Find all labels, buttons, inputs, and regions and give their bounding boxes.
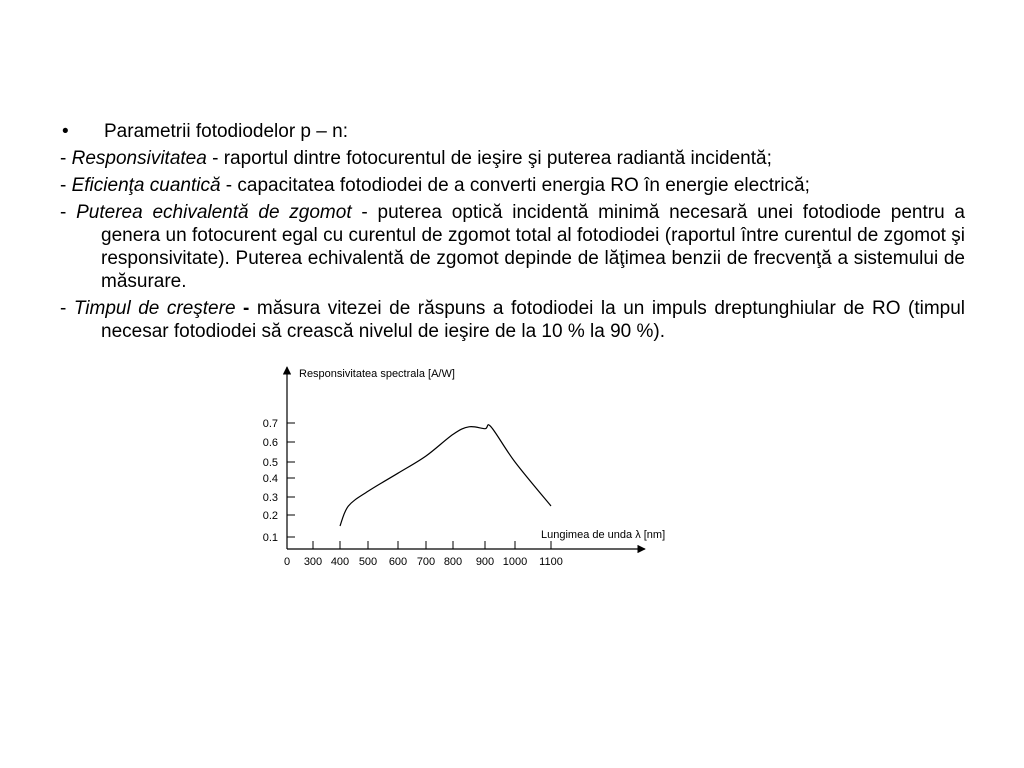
item-term: Eficienţa cuantică xyxy=(71,175,221,196)
y-axis-label: Responsivitatea spectrala [A/W] xyxy=(299,368,455,380)
x-tick-label: 500 xyxy=(358,556,378,568)
item-separator: - xyxy=(351,202,378,223)
x-ticks xyxy=(284,541,563,568)
x-tick-label: 600 xyxy=(388,556,408,568)
item-eficienta xyxy=(60,174,965,197)
item-text: puterea optică incidentă minimă necesară unei fotodiode pentru a genera un fotocurent egal cu curentul de zgomot total al fotodiodei (raportul între curentul de zgomot şi responsivitate). Puterea echivalentă de zgomot depinde de lăţimea benzii de frecvenţă a sistemului de măsurare. xyxy=(101,202,965,292)
item-term: Responsivitatea xyxy=(71,148,207,169)
item-dash: - xyxy=(60,175,72,196)
x-tick-label: 1100 xyxy=(539,556,563,568)
item-text: raportul dintre fotocurentul de ieşire şi puterea radiantă incidentă; xyxy=(223,148,772,169)
item-text: măsura vitezei de răspuns a fotodiodei la un impuls dreptunghiular de RO (timpul necesar fotodiodei să crească nivelul de ieşire de la 10 % la 90 %). xyxy=(101,298,966,342)
y-tick-label: 0.1 xyxy=(262,532,278,544)
x-tick-label: 1000 xyxy=(502,556,528,568)
slide-content xyxy=(60,120,965,347)
item-puterea xyxy=(60,201,965,293)
item-text: capacitatea fotodiodei de a converti energia RO în energie electrică; xyxy=(237,175,810,196)
item-timpul xyxy=(60,297,965,343)
item-separator: - xyxy=(220,175,238,196)
x-tick-label: 800 xyxy=(443,556,463,568)
item-dash: - xyxy=(60,148,72,169)
x-tick-label: 300 xyxy=(303,556,323,568)
y-tick-label: 0.3 xyxy=(262,492,278,504)
item-responsivitatea xyxy=(60,147,965,170)
x-tick-label: 900 xyxy=(475,556,495,568)
x-tick-label: 700 xyxy=(416,556,436,568)
item-separator: - xyxy=(206,148,224,169)
responsivity-curve xyxy=(340,425,551,526)
item-separator: - xyxy=(235,298,257,319)
x-axis-label: Lungimea de unda λ [nm] xyxy=(541,529,666,541)
bullet-icon: • xyxy=(62,121,69,142)
y-tick-label: 0.5 xyxy=(262,457,278,469)
item-dash: - xyxy=(60,298,74,319)
heading: Parametrii fotodiodelor p – n: xyxy=(104,121,348,142)
y-ticks xyxy=(263,418,295,544)
y-tick-label: 0.7 xyxy=(262,418,278,430)
responsivity-chart xyxy=(250,360,710,590)
y-tick-label: 0.4 xyxy=(262,473,278,485)
heading-line xyxy=(60,120,965,143)
item-dash: - xyxy=(60,202,77,223)
item-term: Timpul de creştere xyxy=(73,298,236,319)
y-tick-label: 0.2 xyxy=(262,510,278,522)
x-tick-label: 400 xyxy=(330,556,350,568)
x-tick-label: 0 xyxy=(283,556,291,568)
item-term: Puterea echivalentă de zgomot xyxy=(76,202,352,223)
y-tick-label: 0.6 xyxy=(262,437,278,449)
